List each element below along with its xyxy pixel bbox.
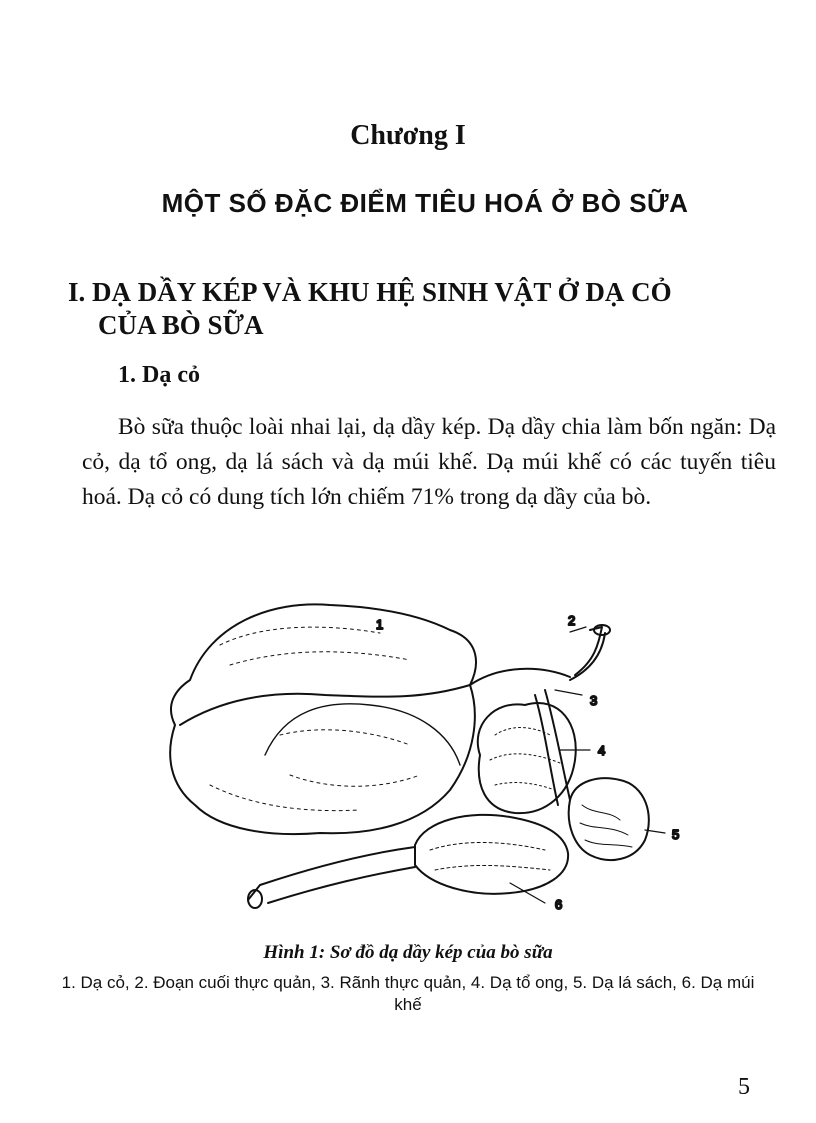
figure-label-1: 1 xyxy=(376,617,384,632)
page-number: 5 xyxy=(738,1074,750,1100)
section-title-line1: DẠ DẦY KÉP VÀ KHU HỆ SINH VẬT Ở DẠ CỎ xyxy=(92,277,672,307)
abomasum-shape xyxy=(415,815,568,894)
section-heading xyxy=(68,276,788,342)
figure-caption: 1. Dạ cỏ, 2. Đoạn cuối thực quản, 3. Rãnh thực quản, 4. Dạ tổ ong, 5. Dạ lá sách, 6. Dạ múi khế xyxy=(61,973,755,1014)
subsection-heading: 1. Dạ cỏ xyxy=(118,362,200,388)
chapter-heading: Chương I xyxy=(350,120,466,151)
figure-label-2: 2 xyxy=(568,613,576,628)
paragraph: Bò sữa thuộc loài nhai lại, dạ dầy kép. Dạ dầy chia làm bốn ngăn: Dạ cỏ, dạ tổ ong, dạ lá sách và dạ múi khế. Dạ múi khế có các tuyến tiêu hoá. Dạ cỏ có dung tích lớn chiếm 71% trong dạ dầy của bò. xyxy=(82,414,776,510)
figure-label-3: 3 xyxy=(590,693,598,708)
section-title-line2: CỦA BÒ SỮA xyxy=(98,310,264,340)
figure-label-5: 5 xyxy=(672,827,680,842)
rumen-groove xyxy=(180,685,470,725)
rumen-fold xyxy=(265,704,460,765)
figure-title: Hình 1: Sơ đồ dạ dầy kép của bò sữa xyxy=(263,942,553,963)
omasum-leaves xyxy=(580,805,632,847)
duodenum-shape xyxy=(248,847,415,903)
oesophageal-groove xyxy=(470,669,570,805)
figure-label-4: 4 xyxy=(598,743,606,758)
stomach-diagram xyxy=(150,585,710,925)
figure-label-6: 6 xyxy=(555,897,563,912)
section-number: I. xyxy=(68,277,86,307)
body-text xyxy=(82,410,776,515)
rumen-hatching xyxy=(210,627,420,810)
rumen-shape xyxy=(170,604,476,834)
abomasum-texture xyxy=(430,843,550,871)
chapter-title: MỘT SỐ ĐẶC ĐIỂM TIÊU HOÁ Ở BÒ SỮA xyxy=(161,188,689,218)
omasum-shape xyxy=(569,778,649,860)
